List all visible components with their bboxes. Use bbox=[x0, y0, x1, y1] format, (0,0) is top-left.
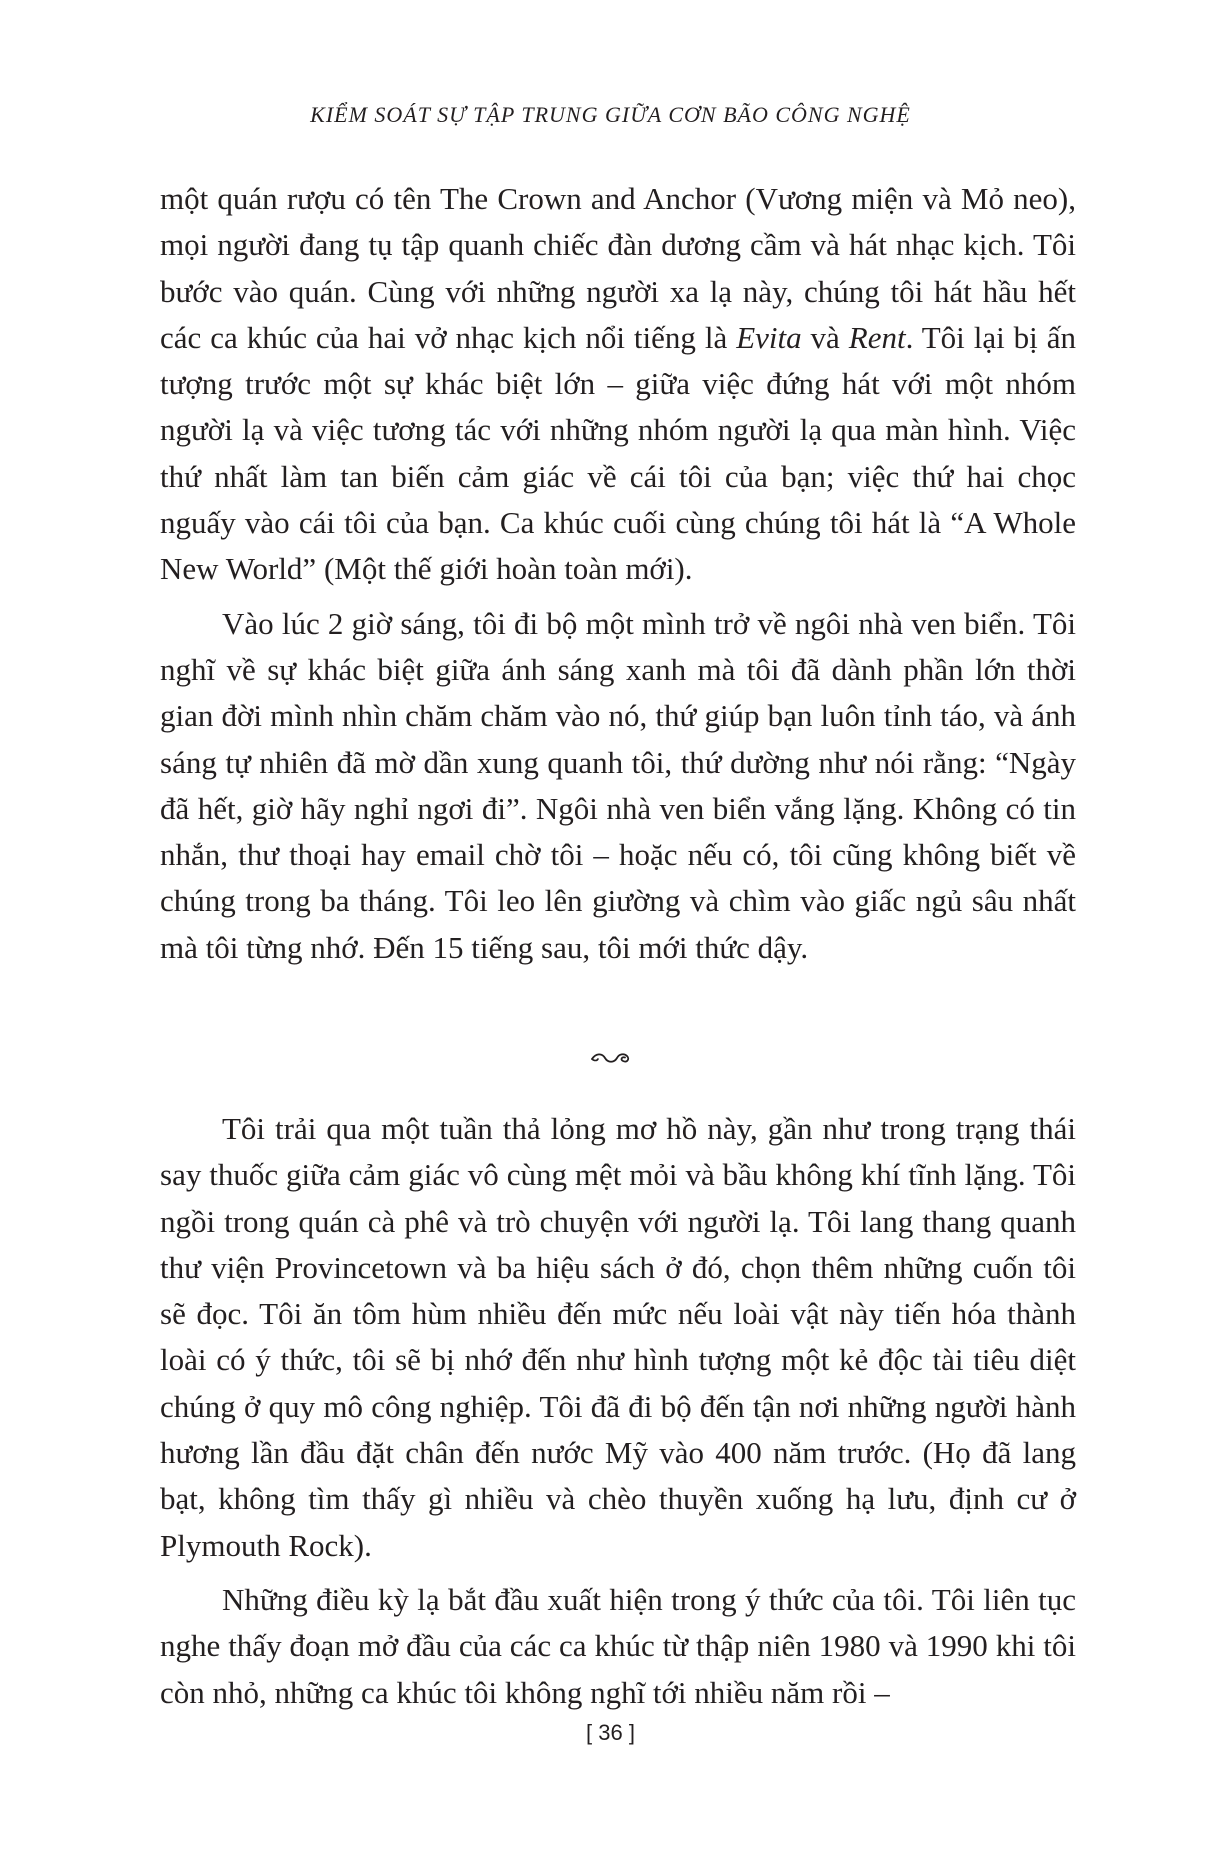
body-text-top bbox=[160, 176, 1076, 971]
musical-title-rent: Rent bbox=[848, 319, 906, 355]
paragraph-3: Tôi trải qua một tuần thả lỏng mơ hồ này, gần như trong trạng thái say thuốc giữa cảm giác vô cùng mệt mỏi và bầu không khí tĩnh lặng. Tôi ngồi trong quán cà phê và trò chuyện với người lạ. Tôi lang thang quanh thư viện Provincetown và ba hiệu sách ở đó, chọn thêm những cuốn tôi sẽ đọc. Tôi ăn tôm hùm nhiều đến mức nếu loài vật này tiến hóa thành loài có ý thức, tôi sẽ bị nhớ đến như hình tượng một kẻ độc tài tiêu diệt chúng ở quy mô công nghiệp. Tôi đã đi bộ đến tận nơi những người hành hương lần đầu đặt chân đến nước Mỹ vào 400 năm trước. (Họ đã lang bạt, không tìm thấy gì nhiều và chèo thuyền xuống hạ lưu, định cư ở Plymouth Rock). bbox=[160, 1111, 1076, 1563]
paragraph-1-text-b: và bbox=[801, 319, 849, 355]
page-number: [ 36 ] bbox=[586, 1720, 635, 1745]
paragraph-4: Những điều kỳ lạ bắt đầu xuất hiện trong ý thức của tôi. Tôi liên tục nghe thấy đoạn mở đầu của các ca khúc từ thập niên 1980 và 1990 khi tôi còn nhỏ, những ca khúc tôi không nghĩ tới nhiều năm rồi – bbox=[160, 1581, 1076, 1710]
section-break-flourish-icon bbox=[0, 1046, 1221, 1070]
paragraph-1-text-a: một quán rượu có tên The Crown and Anchor (Vương miện và Mỏ neo), mọi người đang tụ tập quanh chiếc đàn dương cầm và hát nhạc kịch. Tôi bước vào quán. Cùng với những người xa lạ này, chúng tôi hát hầu hết các ca khúc của hai vở nhạc kịch nổi tiếng là bbox=[160, 181, 1076, 355]
paragraph-1-text-c: . Tôi lại bị ấn tượng trước một sự khác biệt lớn – giữa việc đứng hát với một nhóm người lạ và việc tương tác với những nhóm người lạ qua màn hình. Việc thứ nhất làm tan biến cảm giác về cái tôi của bạn; việc thứ hai chọc nguấy vào cái tôi của bạn. Ca khúc cuối cùng chúng tôi hát là “A Whole New World” (Một thế giới hoàn toàn mới). bbox=[160, 319, 1076, 587]
running-head: KIỂM SOÁT SỰ TẬP TRUNG GIỮA CƠN BÃO CÔNG NGHỆ bbox=[310, 102, 911, 127]
musical-title-evita: Evita bbox=[736, 319, 802, 355]
paragraph-2: Vào lúc 2 giờ sáng, tôi đi bộ một mình trở về ngôi nhà ven biển. Tôi nghĩ về sự khác biệt giữa ánh sáng xanh mà tôi đã dành phần lớn thời gian đời mình nhìn chăm chăm vào nó, thứ giúp bạn luôn tỉnh táo, và ánh sáng tự nhiên đã mờ dần xung quanh tôi, thứ dường như nói rằng: “Ngày đã hết, giờ hãy nghỉ ngơi đi”. Ngôi nhà ven biển vắng lặng. Không có tin nhắn, thư thoại hay email chờ tôi – hoặc nếu có, tôi cũng không biết về chúng trong ba tháng. Tôi leo lên giường và chìm vào giấc ngủ sâu nhất mà tôi từng nhớ. Đến 15 tiếng sau, tôi mới thức dậy. bbox=[160, 605, 1076, 965]
paragraph-1 bbox=[160, 176, 1076, 593]
body-text-bottom bbox=[160, 1106, 1076, 1716]
